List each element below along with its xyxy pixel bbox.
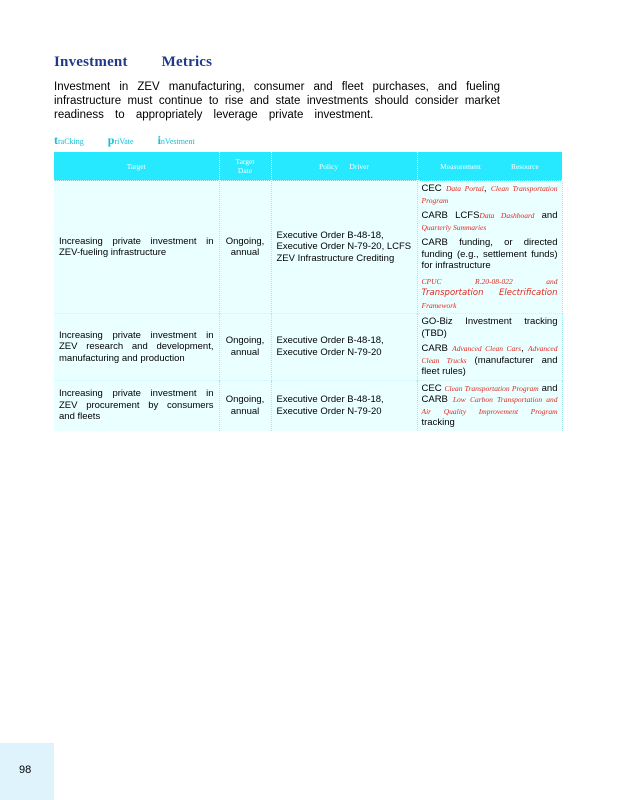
- link-clean-transportation-program[interactable]: Clean Transportation Program: [444, 383, 539, 393]
- heading-word-1: Investment: [54, 54, 128, 70]
- link-cpuc-proceeding[interactable]: CPUC R.20-08-022 and: [421, 276, 558, 286]
- measurement-item: CARB LCFSData Dashboard and Quarterly Summaries: [421, 210, 558, 232]
- heading-word-2: Metrics: [161, 54, 213, 70]
- target-cell: Increasing private investment in ZEV research and development, manufacturing and production: [54, 314, 219, 381]
- measurement-item: CEC Clean Transportation Program and CARB Low Carbon Transportation and Air Quality Improvement Program tracking: [421, 382, 558, 428]
- table-row: [54, 181, 562, 314]
- intro-line-1: Investment in ZEV manufacturing, consumer and fleet purchases, and fueling: [54, 81, 500, 93]
- header-target: Target: [54, 152, 219, 181]
- measurement-item: GO-Biz Investment tracking (TBD): [421, 316, 558, 339]
- link-clean-transportation-program[interactable]: Clean Transportation Program: [421, 184, 558, 205]
- link-cec-data-portal[interactable]: Data Portal: [446, 184, 484, 193]
- intro-line-3: readiness to appropriately leverage private investment.: [54, 109, 374, 121]
- intro-line-2: infrastructure must continue to rise and state investments should consider market: [54, 95, 500, 107]
- table-row: [54, 380, 562, 431]
- section-heading: [54, 54, 212, 71]
- target-date-cell: Ongoing, annual: [219, 380, 271, 431]
- measurement-item: [422, 276, 558, 312]
- policy-driver-cell: Executive Order B-48-18, Executive Order N-79-20: [271, 380, 417, 431]
- header-policy-driver: Policy Driver: [271, 152, 417, 181]
- measurement-cell: [417, 181, 562, 314]
- page-number: 98: [19, 764, 32, 776]
- measurement-item: CEC Data Portal, Clean Transportation Program: [421, 183, 558, 205]
- target-cell: Increasing private investment in ZEV-fueling infrastructure: [54, 181, 219, 314]
- measurement-cell: [417, 380, 562, 431]
- link-quarterly-summaries[interactable]: Quarterly Summaries: [421, 222, 487, 232]
- link-lcfs-data-dashboard[interactable]: Data Dashboard: [479, 211, 535, 220]
- target-cell: Increasing private investment in ZEV procurement by consumers and fleets: [54, 380, 219, 431]
- policy-driver-cell: Executive Order B-48-18, Executive Order N-79-20, LCFS ZEV Infrastructure Crediting: [271, 181, 417, 314]
- target-date-cell: Ongoing, annual: [219, 181, 271, 314]
- table-row: [54, 314, 562, 381]
- link-advanced-clean-cars[interactable]: Advanced Clean Cars: [452, 344, 522, 353]
- link-framework[interactable]: Framework: [421, 300, 457, 310]
- link-transportation-electrification[interactable]: Transportation Electrification: [421, 288, 558, 298]
- measurement-cell: [417, 314, 562, 381]
- measurement-item: CARB funding, or directed funding (e.g., settlement funds) for infrastructure: [421, 237, 558, 271]
- header-measurement-resource: Measurement Resource: [417, 152, 562, 181]
- policy-driver-cell: Executive Order B-48-18, Executive Order N-79-20: [271, 314, 417, 381]
- link-advanced-clean-trucks[interactable]: Advanced Clean Trucks: [421, 344, 558, 365]
- table-header-row: [54, 152, 562, 181]
- metrics-table: [54, 152, 563, 431]
- tracking-subheading: traCking priVate inVestment: [54, 133, 195, 147]
- link-low-carbon-transportation[interactable]: Low Carbon Transportation and Air Quality Improvement Program: [421, 395, 558, 416]
- intro-paragraph: [54, 80, 500, 122]
- header-target-date: Target Date: [219, 152, 271, 181]
- target-date-cell: Ongoing, annual: [219, 314, 271, 381]
- measurement-item: CARB Advanced Clean Cars, Advanced Clean Trucks (manufacturer and fleet rules): [421, 343, 558, 377]
